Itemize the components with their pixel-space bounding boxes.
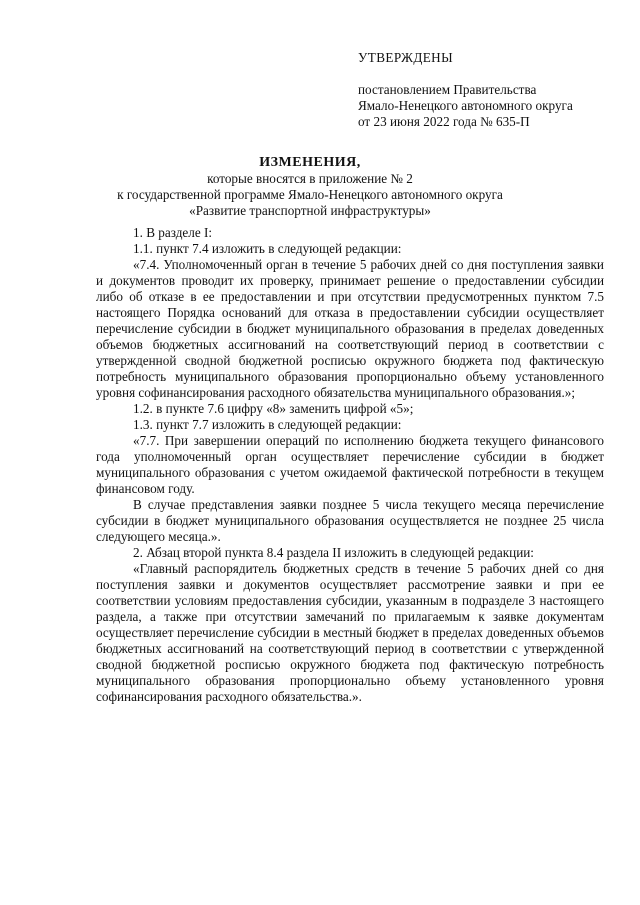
body-paragraph: 1. В разделе I:: [133, 225, 213, 240]
body-paragraph: «Главный распорядитель бюджетных средств в течение 5 рабочих дней со дня поступления заявки и документов осуществляет рассмотрение заявки и при ее соответствии условиям предоставления субсидии, указанным в подразделе 3 настоящего раздела, а также при отсутствии замечаний по прилагаемым к заявке документам осуществляет перечисление субсидии в местный бюджет в пределах доведенных объемов бюджетных ассигнований на соответствующий период в соответствии с утвержденной сводной бюджетной росписью окружного бюджета под фактическую потребность муниципального образования пропорционально объему установленного уровня софинансирования расходного обязательства.».: [96, 561, 604, 704]
body-paragraph: 1.3. пункт 7.7 изложить в следующей редакции:: [133, 417, 402, 432]
body-paragraph: 1.2. в пункте 7.6 цифру «8» заменить цифрой «5»;: [133, 401, 414, 416]
approval-heading: УТВЕРЖДЕНЫ: [358, 50, 454, 65]
body-paragraph: «7.7. При завершении операций по исполнению бюджета текущего финансового года уполномоченный орган осуществляет перечисление субсидии в бюджет муниципального образования с учетом ожидаемой фактической потребности в текущем финансовом году.: [96, 433, 604, 496]
document-body: [96, 225, 604, 705]
title-subline: «Развитие транспортной инфраструктуры»: [189, 203, 431, 218]
body-paragraph: 2. Абзац второй пункта 8.4 раздела II изложить в следующей редакции:: [133, 545, 534, 560]
body-paragraph: «7.4. Уполномоченный орган в течение 5 рабочих дней со дня поступления заявки и документов проводит их проверку, принимает решение о предоставлении субсидии либо об отказе в ее предоставлении и при отсутствии предусмотренных пунктом 7.5 настоящего Порядка оснований для отказа в предоставлении субсидии осуществляет перечисление субсидии в бюджет муниципального образования в пределах доведенных объемов бюджетных ассигнований на соответствующий период в соответствии с утвержденной сводной бюджетной росписью окружного бюджета под фактическую потребность муниципального образования пропорционально объему установленного уровня софинансирования расходного обязательства муниципального образования.»;: [96, 257, 604, 400]
approval-stamp: [358, 50, 618, 130]
document-title: [80, 155, 540, 219]
title-subline: к государственной программе Ямало-Ненецкого автономного округа: [117, 187, 503, 202]
body-paragraph: В случае представления заявки позднее 5 числа текущего месяца перечисление субсидии в бюджет муниципального образования осуществляется не позднее 25 числа следующего месяца.».: [96, 497, 604, 544]
approval-line: Ямало-Ненецкого автономного округа: [358, 98, 573, 113]
body-paragraph: 1.1. пункт 7.4 изложить в следующей редакции:: [133, 241, 402, 256]
approval-line: постановлением Правительства: [358, 82, 537, 97]
title-main: ИЗМЕНЕНИЯ,: [259, 155, 361, 170]
approval-line: от 23 июня 2022 года № 635-П: [358, 114, 530, 129]
title-subline: которые вносятся в приложение № 2: [207, 171, 413, 186]
